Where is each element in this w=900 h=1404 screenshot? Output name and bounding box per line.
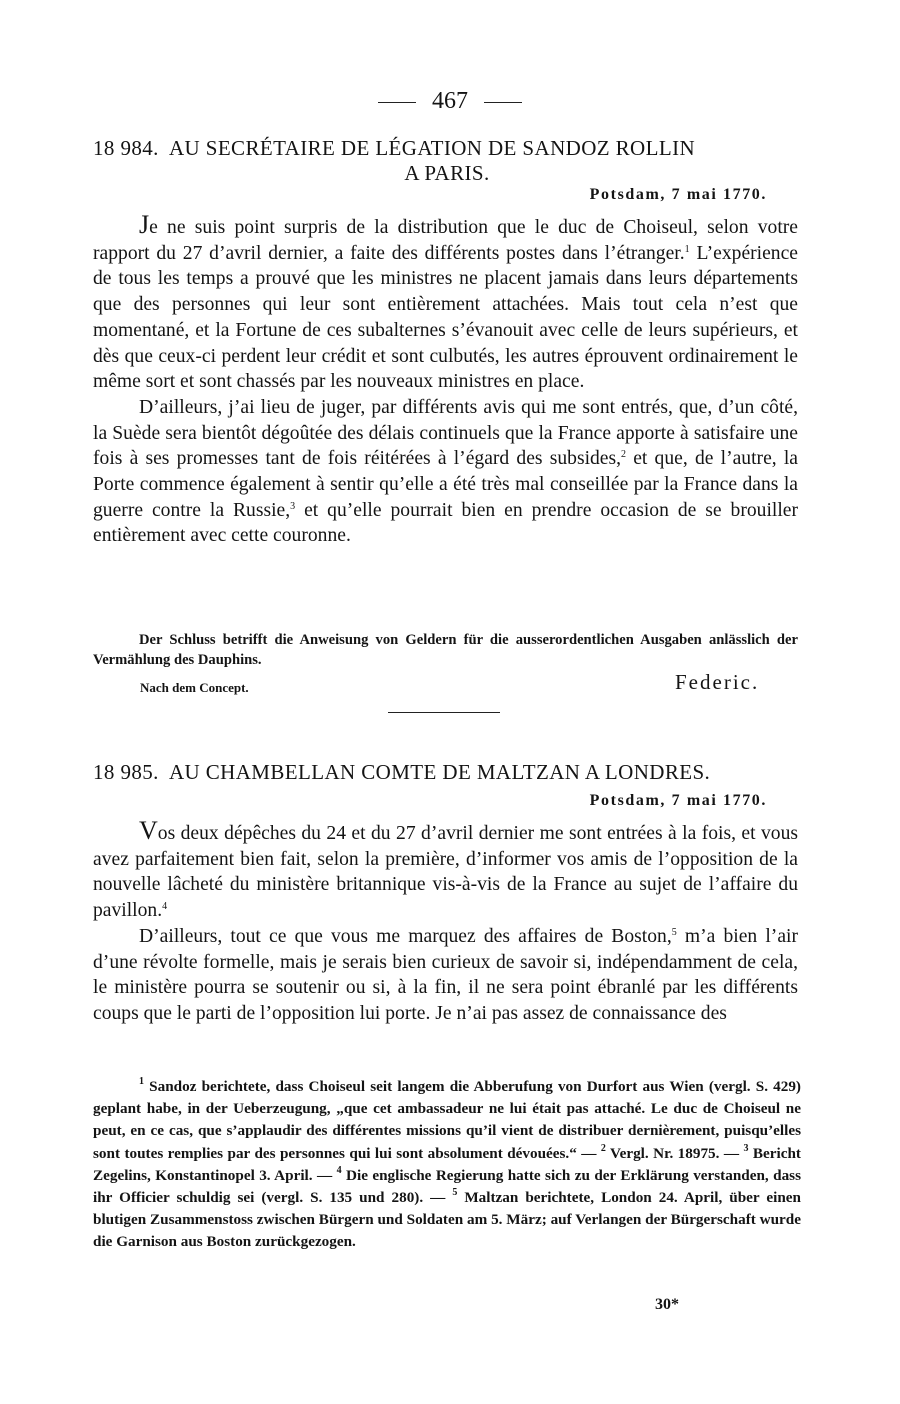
- dateline-18985: Potsdam, 7 mai 1770.: [589, 792, 767, 809]
- letter-title-line1: AU SECRÉTAIRE DE LÉGATION DE SANDOZ ROLLIN: [168, 136, 696, 160]
- drop-cap: V: [139, 816, 158, 845]
- editorial-note: Der Schluss betrifft die Anweisung von Geldern für die ausserordentlichen Ausgaben anlässlich der Vermählung des Dauphins.: [93, 632, 798, 668]
- letter-title-line2: A PARIS.: [404, 161, 490, 185]
- letter-number: 18 985.: [93, 760, 159, 784]
- letter-title: AU CHAMBELLAN COMTE DE MALTZAN A LONDRES.: [168, 760, 711, 784]
- signature-mark: 30*: [655, 1296, 679, 1313]
- letter-body-18984: [93, 212, 798, 549]
- paragraph: D’ailleurs, j’ai lieu de juger, par différents avis qui me sont entrés, que, d’un côté, la Suède sera bientôt dégoûtée des délais continuels que la France apporte à satisfaire une fois à ses promesses tant de fois réitérées à l’égard des subsides,$^2$ et que, de l’autre, la Porte commence également à sentir qu’elle a été très mal conseillée par la France dans la guerre contre la Russie,$^3$ et qu’elle pourrait bien en prendre occasion de se brouiller entièrement avec cette couronne.: [93, 396, 799, 547]
- paragraph: D’ailleurs, tout ce que vous me marquez des affaires de Boston,$^5$ m’a bien l’air d’une révolte formelle, mais je serais bien curieux de savoir si, indépendamment de cela, le ministère pourra se soutenir ou si, à la fin, il ne sera point ébranlé par les différents coups que le parti de l’opposition lui porte. Je n’ai pas assez de connaissance des: [93, 925, 798, 1024]
- section-divider: [388, 712, 500, 713]
- letter-heading-18984: [93, 136, 801, 186]
- letter-heading-18985: [93, 760, 801, 785]
- paragraph: Je ne suis point surpris de la distribution que le duc de Choiseul, selon votre rapport du 27 d’avril dernier, a faite des différents postes dans l’étranger.$^1$ L’expérience de tous les temps a prouvé que les ministres ne placent jamais dans leurs départements que des personnes qui leur sont entièrement attachées. Mais tout cela n’est que momentané, et la Fortune de ces subalternes s’évanouit avec celle de leurs supérieurs, et dès que ceux-ci perdent leur crédit et sont culbutés, les autres éprouvent ordinairement le même sort et sont chassés par les nouveaux ministres en place.: [93, 210, 798, 393]
- footnotes: [93, 1076, 801, 1254]
- page-number: 467: [0, 86, 900, 116]
- dash-right: [484, 102, 522, 103]
- dateline-18984: Potsdam, 7 mai 1770.: [589, 186, 767, 203]
- source-note: Nach dem Concept.: [140, 680, 249, 695]
- paragraph: Vos deux dépêches du 24 et du 27 d’avril dernier me sont entrées à la fois, et vous avez parfaitement bien fait, selon la première, d’informer vos amis de l’opposition de la nouvelle lâcheté du ministère britannique vis-à-vis de la France au sujet de l’affaire du pavillon.$^4$: [93, 816, 798, 922]
- footnote-ref: 4: [162, 901, 168, 913]
- footnote-block: $^1$ Sandoz berichtete, dass Choiseul seit langem die Abberufung von Durfort aus Wien (vergl. S. 429) geplant habe, in der Ueberzeugung, „que cet ambassadeur ne lui était pas attaché. Le duc de Choiseul ne peut, en ce cas, que s’applaudir des différentes missions qu’il vient de distribuer dernièrement, puisqu’elles sont toutes remplies par des personnes qui lui sont absolument dévouées.“ — $^2$ Vergl. Nr. 18975. — $^3$ Bericht Zegelins, Konstantinopel 3. April. — $^4$ Die englische Regierung hatte sich zu der Erklärung verstanden, dass ihr Officier schuldig sei (vergl. S. 135 und 280). — $^5$ Maltzan berichtete, London 24. April, über einen blutigen Zusammenstoss zwischen Bürgern und Soldaten am 5. März; auf Verlangen der Bürgerschaft wurde die Garnison aus Boston zurückgezogen.: [93, 1076, 801, 1251]
- footnote-ref: 5: [671, 926, 677, 938]
- drop-cap: J: [139, 210, 150, 239]
- signature: Federic.: [675, 670, 760, 694]
- letter-body-18985: [93, 818, 798, 1027]
- dash-left: [378, 102, 416, 103]
- footnote-ref: 3: [290, 500, 296, 512]
- footnote-ref: 1: [684, 243, 690, 255]
- letter-number: 18 984.: [93, 136, 159, 160]
- footnote-ref: 2: [621, 449, 627, 461]
